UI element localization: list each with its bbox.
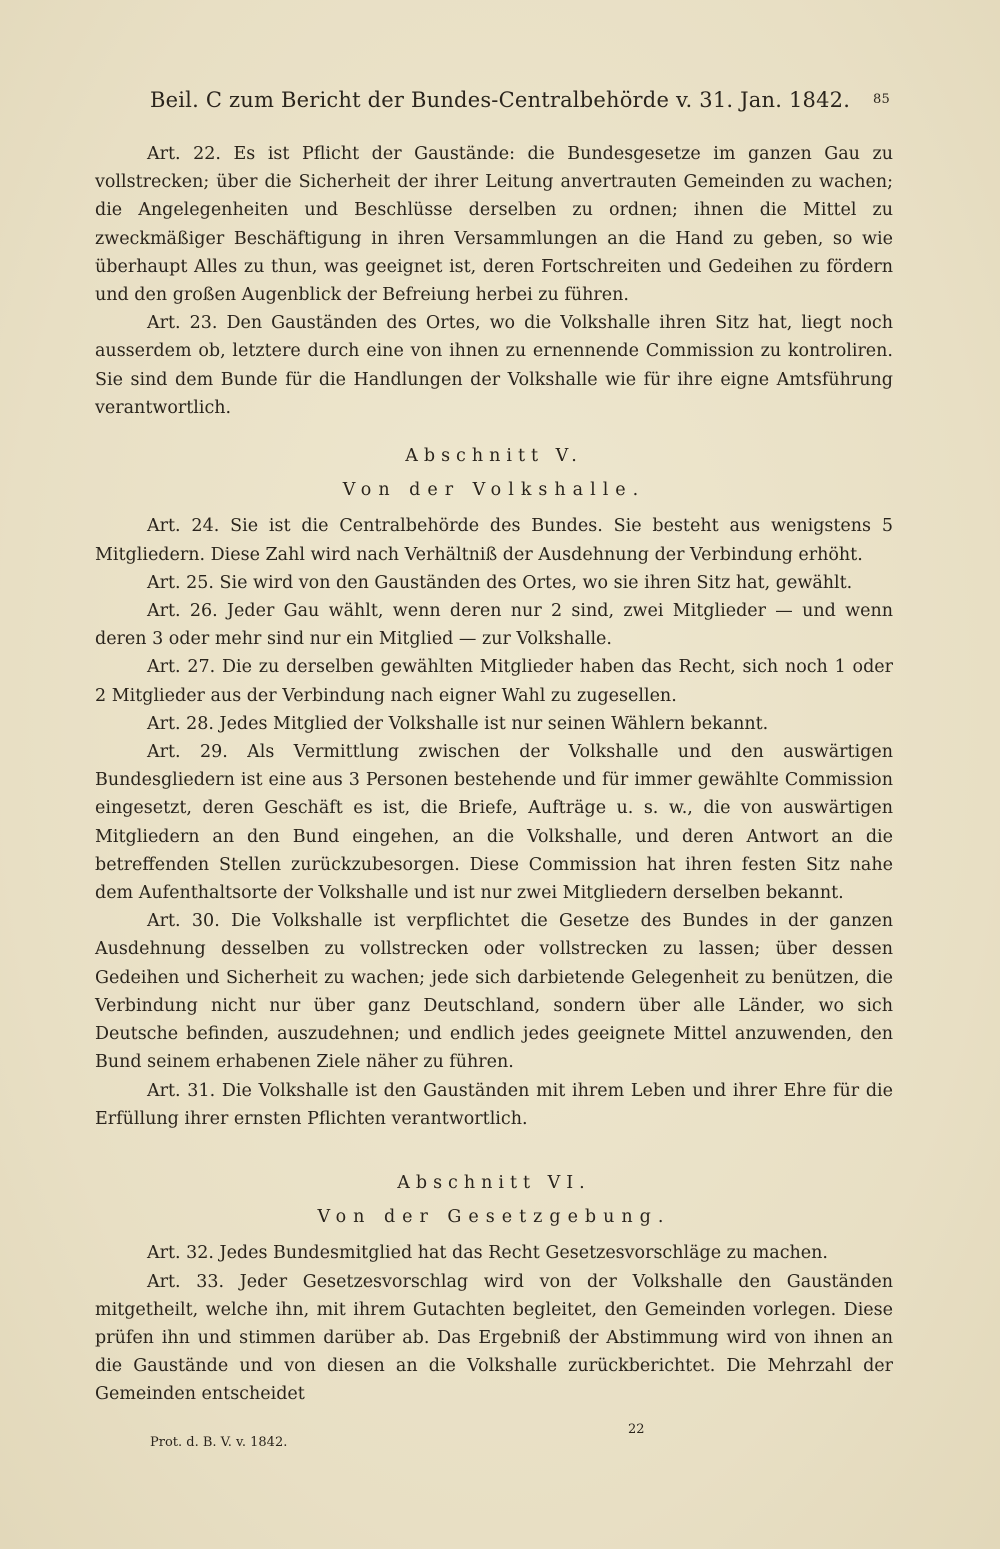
article-27: Art. 27. Die zu derselben gewählten Mitglieder haben das Recht, sich noch 1 oder 2 Mitglieder aus der Verbindung nach eigner Wahl zu zugesellen. [95,657,893,706]
article-29: Art. 29. Als Vermittlung zwischen der Volkshalle und den auswärtigen Bundesgliedern ist eine aus 3 Personen bestehende und für immer gewählte Commission eingesetzt, deren Geschäft es ist, die Briefe, Aufträge u. s. w., die von auswärtigen Mitgliedern an den Bund eingehen, an die Volkshalle, und deren Antwort an die betreffenden Stellen zurückzubesorgen. Diese Commission hat ihren festen Sitz nahe dem Aufenthaltsorte der Volkshalle und ist nur zwei Mitgliedern derselben bekannt. [95,742,893,904]
footer-reference: Prot. d. B. V. v. 1842. [150,1435,288,1450]
article-22: Art. 22. Es ist Pflicht der Gauständе: die Bundesgesetze im ganzen Gau zu vollstrecken; über die Sicherheit der ihrer Leitung anvertrauten Gemeinden zu wachen; die Angelegenheiten und Beschlüsse derselben zu ordnen; ihnen die Mittel zu zweckmäßiger Beschäftigung in ihren Versammlungen an die Hand zu geben, so wie überhaupt Alles zu thun, was geeignet ist, deren Fortschreiten und Gedeihen zu fördern und den großen Augenblick der Befreiung herbei zu führen. [95,144,893,306]
article-23: Art. 23. Den Gauständen des Ortes, wo die Volkshalle ihren Sitz hat, liegt noch ausserdem ob, letztere durch eine von ihnen zu ernennende Commission zu kontroliren. Sie sind dem Bunde für die Handlungen der Volkshalle wie für ihre eigne Amtsführung verantwortlich. [95,313,893,418]
running-title: Beil. C zum Bericht der Bundes-Centralbehörde v. 31. Jan. 1842. [150,88,851,112]
page-footer [150,1422,890,1454]
section-vi-subheading: Von der Gesetzgebung. [317,1207,671,1228]
page-header [150,88,890,120]
section-v-heading: Abschnitt V. [405,446,583,467]
article-26: Art. 26. Jeder Gau wählt, wenn deren nur 2 sind, zwei Mitglieder — und wenn deren 3 oder mehr sind nur ein Mitglied — zur Volkshalle. [95,601,893,650]
article-28: Art. 28. Jedes Mitglied der Volkshalle ist nur seinen Wählern bekannt. [147,713,769,734]
signature-mark: 22 [628,1422,645,1437]
article-24: Art. 24. Sie ist die Centralbehörde des Bundes. Sie besteht aus wenigstens 5 Mitgliedern. Diese Zahl wird nach Verhältniß der Ausdehnung der Verbindung erhöht. [95,516,893,565]
section-vi-heading: Abschnitt VI. [397,1172,591,1193]
section-gap [95,1133,893,1149]
article-30: Art. 30. Die Volkshalle ist verpflichtet die Gesetze des Bundes in der ganzen Ausdehnung desselben zu vollstrecken oder vollstrecken zu lassen; über dessen Gedeihen und Sicherheit zu wachen; jede sich darbietende Gelegenheit zu benützen, die Verbindung nicht nur über ganz Deutschland, sondern über alle Länder, wo sich Deutsche befinden, auszudehnen; und endlich jedes geeignete Mittel anzuwenden, den Bund seinem erhabenen Ziele näher zu führen. [95,911,893,1073]
page-number: 85 [873,92,890,107]
article-25: Art. 25. Sie wird von den Gauständen des Ortes, wo sie ihren Sitz hat, gewählt. [147,572,853,593]
article-32: Art. 32. Jedes Bundesmitglied hat das Recht Gesetzesvorschläge zu machen. [147,1243,828,1264]
article-31: Art. 31. Die Volkshalle ist den Gauständen mit ihrem Leben und ihrer Ehre für die Erfüllung ihrer ernsten Pflichten verantwortlich. [95,1080,893,1129]
article-33: Art. 33. Jeder Gesetzesvorschlag wird von der Volkshalle den Gauständen mitgetheilt, welche ihn, mit ihrem Gutachten begleitet, den Gemeinden vorlegen. Diese prüfen ihn und stimmen darüber ab. Das Ergebniß der Abstimmung wird von ihnen an die Gauständе und von diesen an die Volkshalle zurückberichtet. Die Mehrzahl der Gemeinden entscheidet [95,1271,893,1405]
section-v-subheading: Von der Volkshalle. [342,480,646,501]
document-body [95,140,893,1409]
